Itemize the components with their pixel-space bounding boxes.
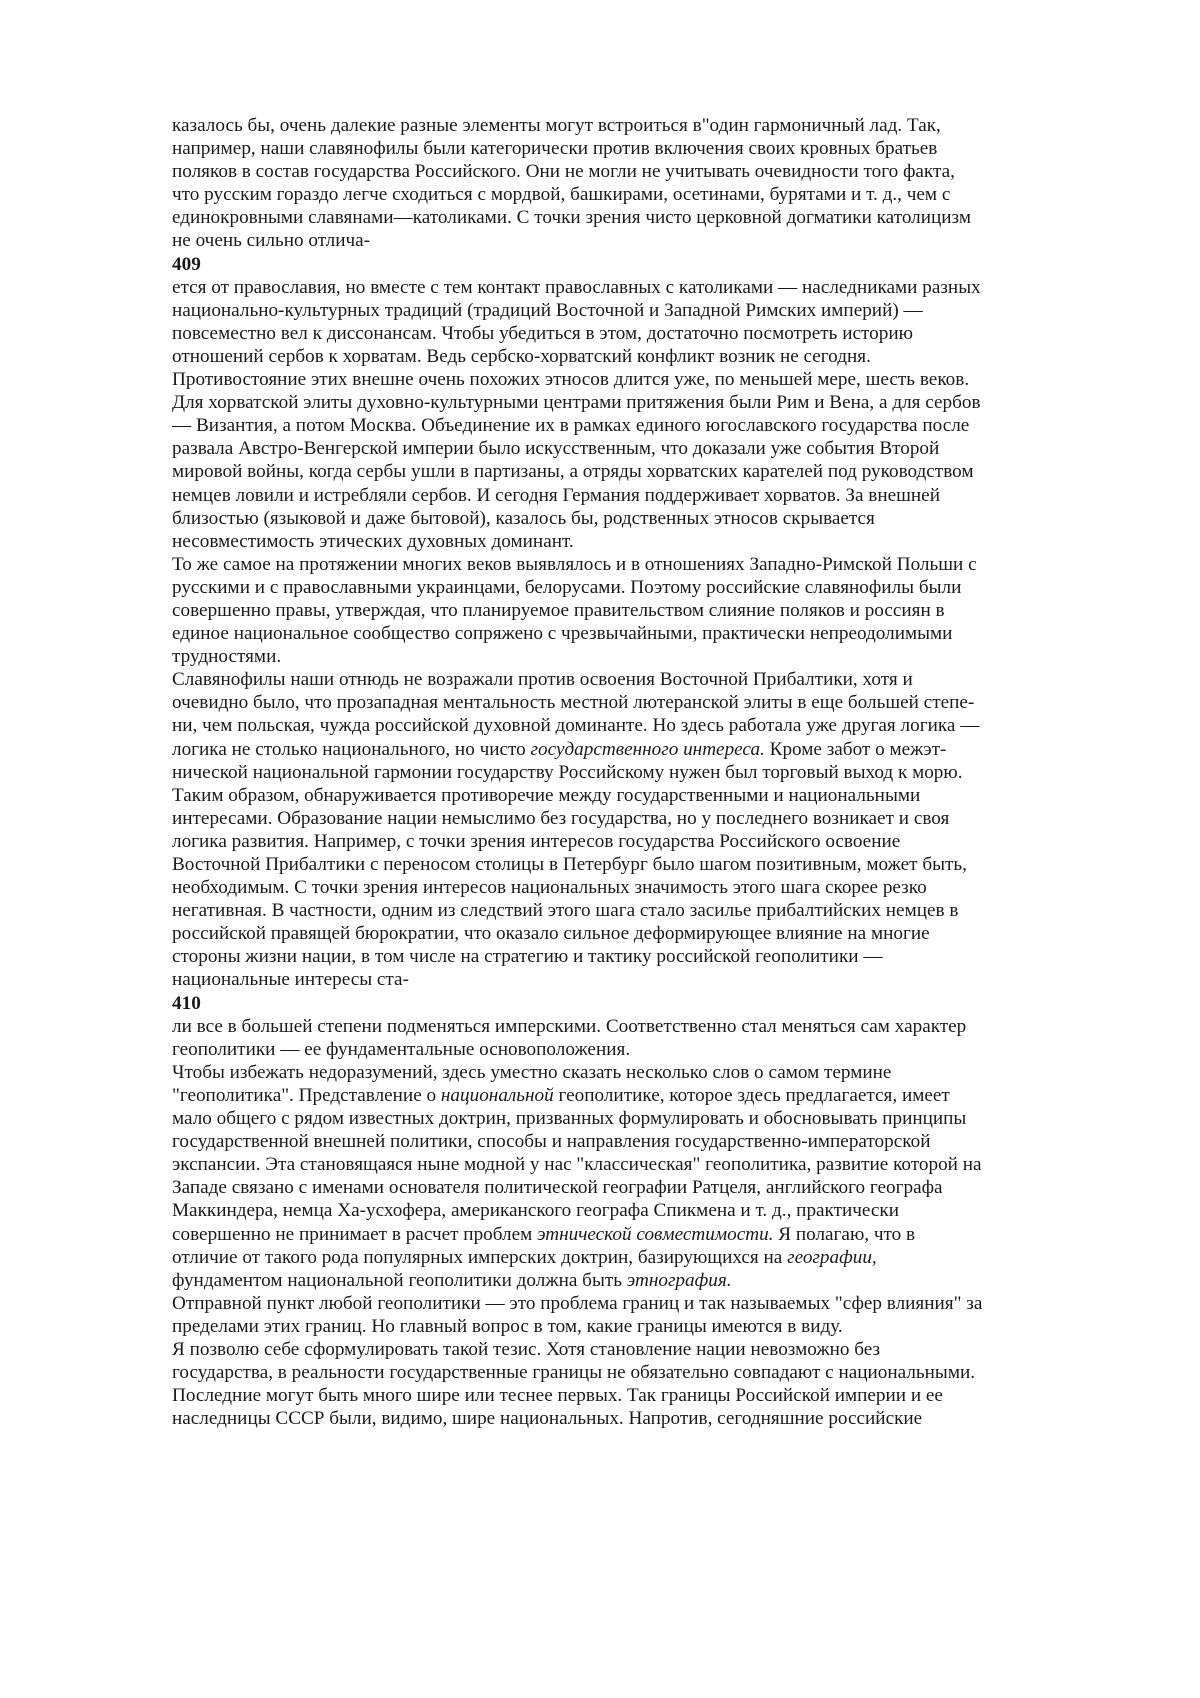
line-text: геополитики — ее фундаментальные основоположения.	[172, 1038, 631, 1060]
line-text: государственной внешней политики, способы и направления государственно-императорской	[172, 1131, 931, 1153]
line-text: трудностями.	[172, 646, 282, 668]
text-line	[172, 437, 1132, 460]
line-text: Западе связано с именами основателя политической географии Ратцеля, английского географа	[172, 1177, 943, 1199]
line-text: немцев ловили и истребляли сербов. И сегодня Германия поддерживает хорватов. За внешней	[172, 484, 940, 506]
line-text: близостью (языковой и даже бытовой), казалось бы, родственных этносов скрывается	[172, 507, 875, 529]
text-line	[172, 1292, 1132, 1315]
text-line	[172, 160, 1132, 183]
line-text: единое национальное сообщество сопряжено с чрезвычайными, практически непреодолимыми	[172, 623, 953, 645]
line-text: национальные интересы ста-	[172, 969, 409, 991]
text-line	[172, 1015, 1132, 1038]
text-line	[172, 345, 1132, 368]
line-text: ни, чем польская, чужда российской духовной доминанте. Но здесь работала уже другая логика —	[172, 715, 980, 737]
line-text: не очень сильно отлича-	[172, 230, 371, 252]
text-line	[172, 368, 1132, 391]
italic-text: этнической совместимости.	[537, 1223, 774, 1245]
line-text: Я позволю себе сформулировать такой тезис. Хотя становление нации невозможно без	[172, 1338, 881, 1360]
line-text: Для хорватской элиты духовно-культурными центрами притяжения были Рим и Вена, а для сербов	[172, 392, 981, 414]
line-text: Восточной Прибалтики с переносом столицы в Петербург было шагом позитивным, может быть,	[172, 854, 967, 875]
text-line	[172, 1269, 1132, 1292]
line-text: необходимым. С точки зрения интересов национальных значимость этого шага скорее резко	[172, 877, 927, 899]
text-line	[172, 1315, 1132, 1338]
page-number	[172, 992, 1132, 1015]
text-line	[172, 1246, 1132, 1269]
text-column	[172, 114, 1132, 1430]
text-line	[172, 853, 1132, 876]
text-line	[172, 830, 1132, 853]
line-text: Славянофилы наши отнюдь не возражали против освоения Восточной Прибалтики, хотя и	[172, 669, 913, 691]
line-text: То же самое на протяжении многих веков выявлялось и в отношениях Западно-Римской Польши с	[172, 553, 977, 575]
line-text: совершенно правы, утверждая, что планируемое правительством слияние поляков и россиян в	[172, 599, 945, 621]
text-line	[172, 807, 1132, 830]
line-text: несовместимость этических духовных доминант.	[172, 530, 574, 552]
line-text: негативная. В частности, одним из следствий этого шага стало засилье прибалтийских немцев в	[172, 900, 959, 922]
text-line	[172, 876, 1132, 899]
line-text: отличие от такого рода популярных имперских доктрин, базирующихся на	[172, 1246, 788, 1268]
line-text: развала Австро-Венгерской империи было искусственным, что доказали уже события Второй	[172, 438, 940, 460]
text-line	[172, 114, 1132, 137]
text-line	[172, 899, 1132, 922]
text-line	[172, 507, 1132, 530]
line-text: единокровными славянами—католиками. С точки зрения чисто церковной догматики католицизм	[172, 207, 972, 229]
text-line	[172, 945, 1132, 968]
italic-text: национальной	[440, 1084, 554, 1106]
line-text: стороны жизни нации, в том числе на стратегию и тактику российской геополитики —	[172, 946, 883, 968]
italic-text: географии,	[787, 1246, 877, 1268]
line-text: что русским гораздо легче сходиться с мордвой, башкирами, осетинами, бурятами и т. д., чем с	[172, 184, 951, 206]
line-text: логика развития. Например, с точки зрения интересов государства Российского освоение	[172, 830, 901, 852]
page-number-text: 409	[172, 253, 201, 275]
line-text: Я полагаю, что в	[773, 1223, 916, 1245]
line-text: ется от православия, но вместе с тем контакт православных с католиками — наследниками разных	[172, 276, 981, 298]
text-line	[172, 714, 1132, 737]
text-line	[172, 1130, 1132, 1153]
text-line	[172, 1153, 1132, 1176]
text-line	[172, 1384, 1132, 1407]
text-line	[172, 668, 1132, 691]
line-text: Маккиндера, немца Ха-усхофера, американского географа Спикмена и т. д., практически	[172, 1200, 900, 1222]
line-text: мировой войны, когда сербы ушли в партизаны, а отряды хорватских карателей под руководством	[172, 461, 974, 483]
text-line	[172, 599, 1132, 622]
page-number	[172, 253, 1132, 276]
text-line	[172, 460, 1132, 483]
page-number-text: 410	[172, 992, 201, 1014]
line-text: мало общего с рядом известных доктрин, призванных формулировать и обосновывать принципы	[172, 1108, 967, 1130]
line-text: логика не столько национального, но чисто	[172, 738, 531, 760]
line-text: Отправной пункт любой геополитики — это проблема границ и так называемых "сфер влияния" за	[172, 1292, 983, 1314]
line-text: очевидно было, что прозападная ментальность местной лютеранской элиты в еще большей степе-	[172, 692, 975, 714]
line-text: нической национальной гармонии государству Российскому нужен был торговый выход к морю.	[172, 761, 963, 783]
text-line	[172, 1361, 1132, 1384]
text-line	[172, 276, 1132, 299]
line-text: интересами. Образование нации немыслимо без государства, но у последнего возникает и своя	[172, 807, 950, 829]
text-line	[172, 206, 1132, 229]
text-line	[172, 1061, 1132, 1084]
text-line	[172, 691, 1132, 714]
line-text: Таким образом, обнаруживается противоречие между государственными и национальными	[172, 784, 921, 806]
text-line	[172, 784, 1132, 807]
line-text: повсеместно вел к диссонансам. Чтобы убедиться в этом, достаточно посмотреть историю	[172, 322, 913, 344]
line-text: "	[701, 115, 710, 136]
text-line	[172, 1038, 1132, 1061]
line-text: экспансии. Эта становящаяся ныне модной у нас "классическая" геополитика, развитие которой на	[172, 1154, 982, 1176]
line-text: отношений сербов к хорватам. Ведь сербско-хорватский конфликт возник не сегодня.	[172, 345, 871, 367]
text-line	[172, 1338, 1132, 1361]
line-text: пределами этих границ. Но главный вопрос в том, какие границы имеются в виду.	[172, 1315, 843, 1337]
text-line	[172, 299, 1132, 322]
line-text: государства, в реальности государственные границы не обязательно совпадают с национальными.	[172, 1362, 976, 1384]
text-line	[172, 1084, 1132, 1107]
line-text: Чтобы избежать недоразумений, здесь уместно сказать несколько слов о самом термине	[172, 1061, 892, 1083]
text-line	[172, 922, 1132, 945]
text-line	[172, 322, 1132, 345]
line-text: поляков в состав государства Российского. Они не могли не учитывать очевидности того факта,	[172, 161, 955, 183]
line-text: геополитике, которое здесь предлагается, имеет	[553, 1084, 950, 1106]
text-line	[172, 1176, 1132, 1199]
text-line	[172, 553, 1132, 576]
line-text: "геополитика". Представление о	[172, 1084, 441, 1106]
text-line	[172, 761, 1132, 784]
line-text: фундаментом национальной геополитики должна быть	[172, 1269, 627, 1291]
text-line	[172, 183, 1132, 206]
text-line	[172, 738, 1132, 761]
line-text: национально-культурных традиций (традиций Восточной и Западной Римских империй) —	[172, 299, 923, 321]
text-line	[172, 391, 1132, 414]
italic-text: государственного интереса.	[530, 738, 765, 760]
text-line	[172, 1199, 1132, 1222]
line-text: русскими и с православными украинцами, белорусами. Поэтому российские славянофилы были	[172, 576, 962, 598]
line-text: Последние могут быть много шире или теснее первых. Так границы Российской империи и ее	[172, 1385, 943, 1407]
text-line	[172, 576, 1132, 599]
italic-text: этнография.	[626, 1269, 732, 1291]
text-line	[172, 1223, 1132, 1246]
text-line	[172, 622, 1132, 645]
line-text: — Византия, а потом Москва. Объединение их в рамках единого югославского государства после	[172, 415, 970, 437]
text-line	[172, 137, 1132, 160]
text-line	[172, 229, 1132, 252]
text-line	[172, 1407, 1132, 1430]
line-text: один гармоничный лад. Так,	[709, 115, 941, 136]
text-line	[172, 484, 1132, 507]
text-line	[172, 645, 1132, 668]
line-text: казалось бы, очень далекие разные элементы могут встроиться в	[172, 115, 702, 136]
line-text: российской правящей бюрократии, что оказало сильное деформирующее влияние на многие	[172, 923, 930, 945]
text-line	[172, 530, 1132, 553]
text-line	[172, 968, 1132, 991]
text-line	[172, 414, 1132, 437]
line-text: наследницы СССР были, видимо, шире национальных. Напротив, сегодняшние российские	[172, 1408, 923, 1430]
line-text: Противостояние этих внешне очень похожих этносов длится уже, по меньшей мере, шесть веков.	[172, 369, 970, 391]
line-text: совершенно не принимает в расчет проблем	[172, 1223, 538, 1245]
line-text: Кроме забот о межэт-	[764, 738, 947, 760]
line-text: ли все в большей степени подменяться имперскими. Соответственно стал меняться сам характер	[172, 1015, 967, 1037]
text-line	[172, 1107, 1132, 1130]
line-text: например, наши славянофилы были категорически против включения своих кровных братьев	[172, 138, 938, 160]
